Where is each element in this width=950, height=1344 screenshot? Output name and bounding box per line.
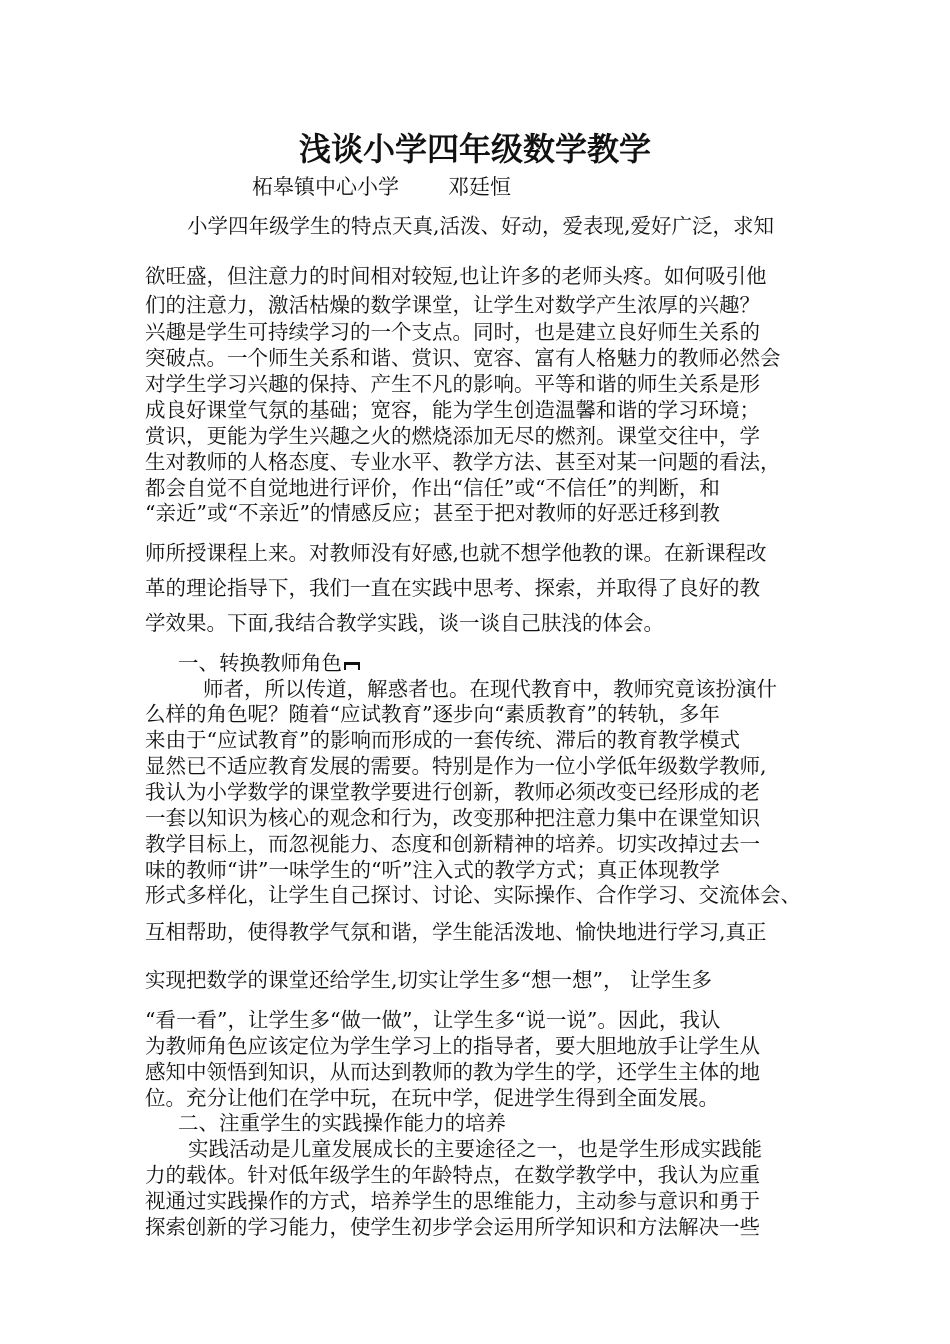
- author-name: 邓廷恒: [448, 175, 511, 199]
- intro-line: 对学生学习兴趣的保持、产生不凡的影响。平等和谐的师生关系是形: [145, 372, 760, 396]
- section2-line: 视通过实践操作的方式，培养学生的思维能力，主动参与意识和勇于: [145, 1189, 760, 1213]
- intro-line: 们的注意力，激活枯燥的数学课堂，让学生对数学产生浓厚的兴趣？: [145, 293, 760, 317]
- section-heading-text: 一、转换教师角色: [178, 651, 342, 675]
- document-title: 浅谈小学四年级数学教学: [298, 130, 651, 168]
- section1-line: 师者，所以传道，解惑者也。在现代教育中，教师究竟该扮演什: [203, 677, 777, 701]
- section1-line: 我认为小学数学的课堂教学要进行创新，教师必须改变已经形成的老: [145, 780, 760, 804]
- intro-line: 兴趣是学生可持续学习的一个支点。同时，也是建立良好师生关系的: [145, 320, 760, 344]
- section1-line: 感知中领悟到知识，从而达到教师的教为学生的学，还学生主体的地: [145, 1060, 760, 1084]
- section1-line: 来由于“应试教育”的影响而形成的一套传统、滞后的教育教学模式: [145, 728, 740, 752]
- intro-line: “亲近”或“不亲近”的情感反应；甚至于把对教师的好恶迁移到教: [145, 501, 720, 525]
- intro-line: 生对教师的人格态度、专业水平、教学方法、甚至对某一问题的看法，: [145, 450, 781, 474]
- section-heading-2: 二、注重学生的实践操作能力的培养: [178, 1111, 506, 1135]
- section1-line: 么样的角色呢？随着“应试教育”逐步向“素质教育”的转轨，多年: [145, 702, 720, 726]
- section-heading-1: [178, 650, 360, 676]
- intro-line: 革的理论指导下，我们一直在实践中思考、探索，并取得了良好的教: [145, 576, 760, 600]
- section1-line: 为教师角色应该定位为学生学习上的指导者，要大胆地放手让学生从: [145, 1034, 760, 1058]
- section1-line: 互相帮助，使得教学气氛和谐，学生能活泼地、愉快地进行学习,真正: [145, 920, 767, 944]
- section2-line: 力的载体。针对低年级学生的年龄特点，在数学教学中，我认为应重: [145, 1163, 760, 1187]
- intro-line: 突破点。一个师生关系和谐、赏识、宽容、富有人格魅力的教师必然会: [145, 346, 781, 370]
- edit-mark-icon: [344, 662, 360, 670]
- section1-line: 形式多样化，让学生自己探讨、讨论、实际操作、合作学习、交流体会、: [145, 883, 801, 907]
- intro-line: 成良好课堂气氛的基础；宽容，能为学生创造温馨和谐的学习环境；: [145, 398, 760, 422]
- intro-line: 赏识，更能为学生兴趣之火的燃烧添加无尽的燃剂。课堂交往中，学: [145, 424, 760, 448]
- section1-line: “看一看”，让学生多“做一做”，让学生多“说一说”。因此，我认: [145, 1008, 721, 1032]
- section2-line: 探索创新的学习能力，使学生初步学会运用所学知识和方法解决一些: [145, 1215, 760, 1239]
- section1-line: 显然已不适应教育发展的需要。特别是作为一位小学低年级数学教师,: [145, 754, 767, 778]
- intro-line: 小学四年级学生的特点天真,活泼、好动，爱表现,爱好广泛，求知: [187, 214, 775, 238]
- school-name: 柘皋镇中心小学: [252, 175, 399, 199]
- section2-line: 实践活动是儿童发展成长的主要途径之一，也是学生形成实践能: [188, 1137, 762, 1161]
- section1-line: 实现把数学的课堂还给学生,切实让学生多“想一想”， 让学生多: [145, 968, 712, 992]
- section1-line: 一套以知识为核心的观念和行为，改变那种把注意力集中在课堂知识: [145, 806, 760, 830]
- section1-line: 味的教师“讲”一味学生的“听”注入式的教学方式；真正体现教学: [145, 858, 720, 882]
- intro-line: 学效果。下面,我结合教学实践，谈一谈自己肤浅的体会。: [145, 611, 665, 635]
- intro-line: 都会自觉不自觉地进行评价，作出“信任”或“不信任”的判断，和: [145, 476, 720, 500]
- intro-line: 师所授课程上来。对教师没有好感,也就不想学他教的课。在新课程改: [145, 541, 767, 565]
- section1-line: 教学目标上，而忽视能力、态度和创新精神的培养。切实改掉过去一: [145, 832, 760, 856]
- section1-line: 位。充分让他们在学中玩，在玩中学，促进学生得到全面发展。: [145, 1086, 719, 1110]
- intro-line: 欲旺盛，但注意力的时间相对较短,也让许多的老师头疼。如何吸引他: [145, 264, 767, 288]
